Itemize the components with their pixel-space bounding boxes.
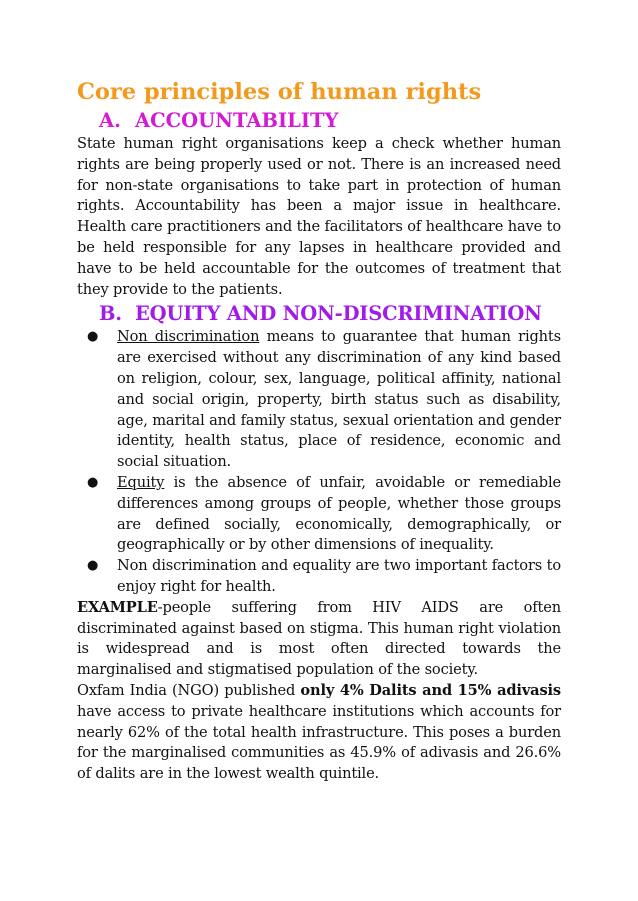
- oxfam-text-before: Oxfam India (NGO) published: [77, 681, 301, 699]
- example-label: EXAMPLE: [77, 598, 158, 616]
- document-page: [77, 77, 561, 785]
- bullet-text: is the absence of unfair, avoidable or remediable differences among groups of people, whether those groups are defined socially, economically, demographically, or geographically or by other dimensions of inequality.: [117, 473, 561, 554]
- section-a-paragraph: State human right organisations keep a check whether human rights are being properly used or not. There is an increased need for non-state organisations to take part in protection of human rights. Accountability has been a major issue in healthcare. Health care practitioners and the facilitators of healthcare have to be held responsible for any lapses in healthcare provided and have to be held accountable for the outcomes of treatment that they provide to the patients.: [77, 135, 561, 298]
- bullet-text: means to guarantee that human rights are exercised without any discrimination of any kind based on religion, colour, sex, language, political affinity, national and social origin, property, birth status such as disability, age, marital and family status, sexual orientation and gender identity, health status, place of residence, economic and social situation.: [117, 328, 561, 471]
- oxfam-bold-stat: only 4% Dalits and 15% adivasis: [300, 681, 561, 699]
- section-a-heading: [99, 107, 561, 134]
- bullet-icon: ●: [87, 558, 99, 574]
- example-text: -people suffering from HIV AIDS are often discriminated against based on stigma. This human right violation is widespread and is most often directed towards the marginalised and stigmatised population of the society.: [77, 598, 561, 679]
- bullet-text: Non discrimination and equality are two important factors to enjoy right for health.: [117, 557, 561, 595]
- section-a-heading-text: ACCOUNTABILITY: [135, 109, 339, 132]
- list-item: [87, 473, 561, 556]
- list-item: [87, 556, 561, 598]
- section-b-heading: [99, 300, 561, 327]
- bullet-term: Non discrimination: [117, 328, 260, 346]
- section-b-bullet-list: [77, 327, 561, 597]
- oxfam-text-after: have access to private healthcare institutions which accounts for nearly 62% of the total health infrastructure. This poses a burden for the marginalised communities as 45.9% of adivasis and 26.6% of dalits are in the lowest wealth quintile.: [77, 702, 561, 783]
- section-a-letter: A.: [99, 109, 121, 132]
- section-b-letter: B.: [99, 302, 122, 326]
- example-paragraph: [77, 598, 561, 681]
- page-title: Core principles of human rights: [77, 79, 482, 105]
- list-item: [87, 327, 561, 473]
- oxfam-paragraph: [77, 681, 561, 785]
- section-b-heading-text: EQUITY AND NON-DISCRIMINATION: [135, 302, 542, 326]
- bullet-icon: ●: [87, 474, 99, 490]
- bullet-term: Equity: [117, 473, 165, 491]
- bullet-icon: ●: [87, 329, 99, 345]
